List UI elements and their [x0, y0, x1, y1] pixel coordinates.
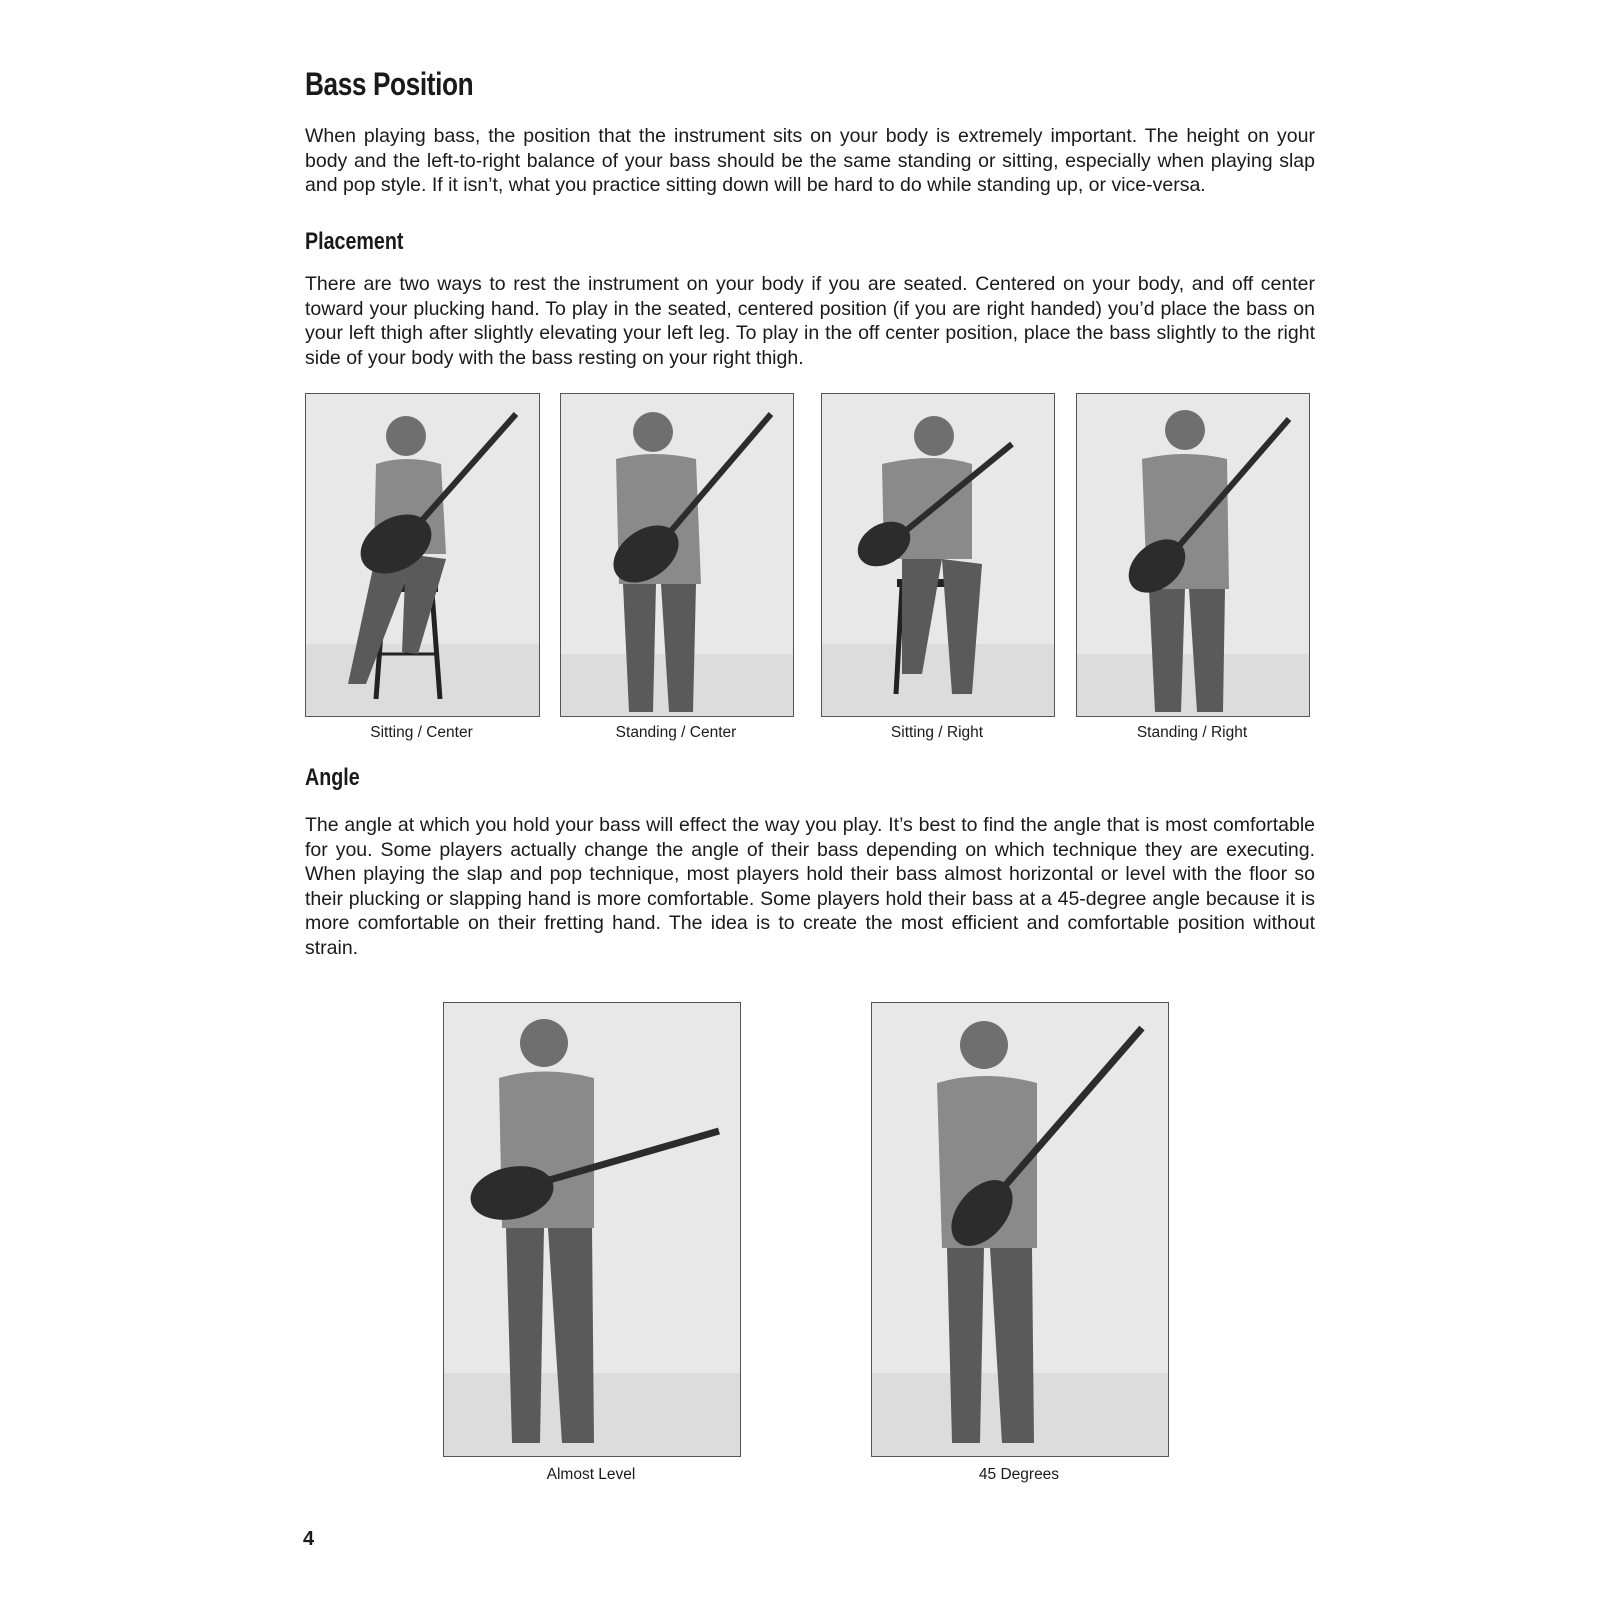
- photo-sitting-center: [305, 393, 540, 717]
- bassist-standing-illustration: [1077, 394, 1309, 716]
- caption-standing-right: Standing / Right: [1136, 724, 1248, 741]
- photo-standing-right: [1076, 393, 1310, 717]
- page-number: 4: [303, 1528, 315, 1550]
- placement-heading: Placement: [305, 228, 404, 255]
- placement-paragraph: There are two ways to rest the instrument on your body if you are seated. Centered on your body, and off center toward your plucking hand. To play in the seated, centered position (if you are right handed) you’d place the bass on your left thigh after slightly elevating your left leg. To play in the off center position, place the bass slightly to the right side of your body with the bass resting on your right thigh.: [305, 273, 1315, 369]
- angle-heading: Angle: [305, 764, 360, 791]
- photo-almost-level: [443, 1002, 741, 1457]
- bassist-diagonal-illustration: [872, 1003, 1168, 1456]
- caption-45-degrees: 45 Degrees: [978, 1466, 1060, 1483]
- caption-sitting-center: Sitting / Center: [370, 724, 473, 741]
- caption-sitting-right: Sitting / Right: [890, 724, 984, 741]
- page-title: Bass Position: [305, 66, 474, 102]
- bassist-standing-illustration: [561, 394, 793, 716]
- bassist-sitting-illustration: [822, 394, 1054, 716]
- caption-almost-level: Almost Level: [546, 1466, 636, 1483]
- photo-45-degrees: [871, 1002, 1169, 1457]
- intro-paragraph: When playing bass, the position that the instrument sits on your body is extremely important. The height on your body and the left-to-right balance of your bass should be the same standing or sitting, especially when playing slap and pop style. If it isn’t, what you practice sitting down will be hard to do while standing up, or vice-versa.: [305, 125, 1315, 196]
- caption-standing-center: Standing / Center: [615, 724, 737, 741]
- angle-paragraph: The angle at which you hold your bass will effect the way you play. It’s best to find the angle that is most comfortable for you. Some players actually change the angle of their bass depending on which technique they are executing. When playing the slap and pop technique, most players hold their bass almost horizontal or level with the floor so their plucking or slapping hand is more comfortable. Some players hold their bass at a 45-degree angle because it is more comfortable on their fretting hand. The idea is to create the most efficient and comfortable position without strain.: [305, 814, 1315, 959]
- photo-standing-center: [560, 393, 794, 717]
- bassist-level-illustration: [444, 1003, 740, 1456]
- bassist-sitting-illustration: [306, 394, 539, 716]
- photo-sitting-right: [821, 393, 1055, 717]
